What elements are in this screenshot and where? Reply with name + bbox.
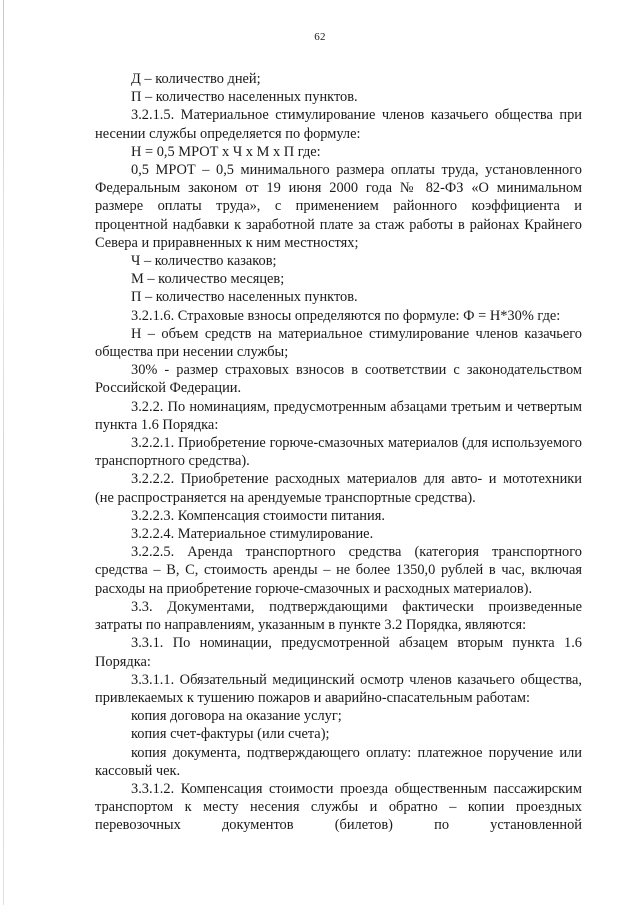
paragraph-p14: 3.2.2.2. Приобретение расходных материалов для авто- и мототехники (не распространяется на арендуемые транспортные средства). [95, 471, 582, 506]
paragraph-p19: 3.3.1. По номинации, предусмотренной абзацем вторым пункта 1.6 Порядка: [95, 635, 582, 670]
paragraph-p6: Ч – количество казаков; [131, 253, 277, 270]
paragraph-p22: копия счет-фактуры (или счета); [131, 726, 330, 743]
paragraph-p11: 30% - размер страховых взносов в соответствии с законодательством Российской Федерации. [95, 362, 582, 397]
paragraph-p12: 3.2.2. По номинациям, предусмотренным абзацами третьим и четвертым пункта 1.6 Порядка: [95, 398, 582, 433]
paragraph-p17: 3.2.2.5. Аренда транспортного средства (категория транспортного средства – В, С, стоимость аренды – не более 1350,0 рублей в час, включая расходы на приобретение горюче-смазочных и расходных материалов). [95, 544, 582, 597]
paragraph-p16: 3.2.2.4. Материальное стимулирование. [131, 526, 374, 543]
scan-edge-line [3, 0, 4, 905]
paragraph-p4: Н = 0,5 МРОТ х Ч х М х П где: [131, 143, 321, 160]
paragraph-p5: 0,5 МРОТ – 0,5 минимального размера оплаты труда, установленного Федеральным законом от 19 июня 2000 года № 82-ФЗ «О минимальном размере оплаты труда», с применением районного коэффициента и процентной надбавки к заработной плате за стаж работы в районах Крайнего Севера и приравненных к ним местностях; [95, 162, 582, 251]
paragraph-p9: 3.2.1.6. Страховые взносы определяются по формуле: Ф = Н*30% где: [131, 307, 561, 324]
paragraph-p20: 3.3.1.1. Обязательный медицинский осмотр членов казачьего общества, привлекаемых к тушению пожаров и аварийно-спасательным работам: [95, 671, 582, 706]
paragraph-p23: копия документа, подтверждающего оплату: платежное поручение или кассовый чек. [95, 744, 582, 779]
paragraph-p1: Д – количество дней; [131, 71, 261, 87]
paragraph-p8: П – количество населенных пунктов. [131, 289, 358, 306]
paragraph-p10: Н – объем средств на материальное стимулирование членов казачьего общества при несении службы; [95, 325, 582, 361]
document-body [95, 70, 582, 835]
page-number: 62 [314, 31, 326, 43]
paragraph-p18: 3.3. Документами, подтверждающими фактически произведенные затраты по направлениям, указанным в пункте 3.2 Порядка, являются: [95, 598, 582, 634]
paragraph-p24: 3.3.1.2. Компенсация стоимости проезда общественным пассажирским транспортом к месту несения службы и обратно – копии проездных перевозочных документов (билетов) по установленной [95, 780, 582, 834]
paragraph-p3: 3.2.1.5. Материальное стимулирование членов казачьего общества при несении службы определяется по формуле: [95, 107, 582, 142]
paragraph-p7: М – количество месяцев; [131, 271, 285, 288]
paragraph-p2: П – количество населенных пунктов. [131, 89, 358, 106]
paragraph-p21: копия договора на оказание услуг; [131, 708, 342, 725]
paragraph-p15: 3.2.2.3. Компенсация стоимости питания. [131, 507, 385, 524]
paragraph-p13: 3.2.2.1. Приобретение горюче-смазочных материалов (для используемого транспортного средства). [95, 435, 582, 470]
